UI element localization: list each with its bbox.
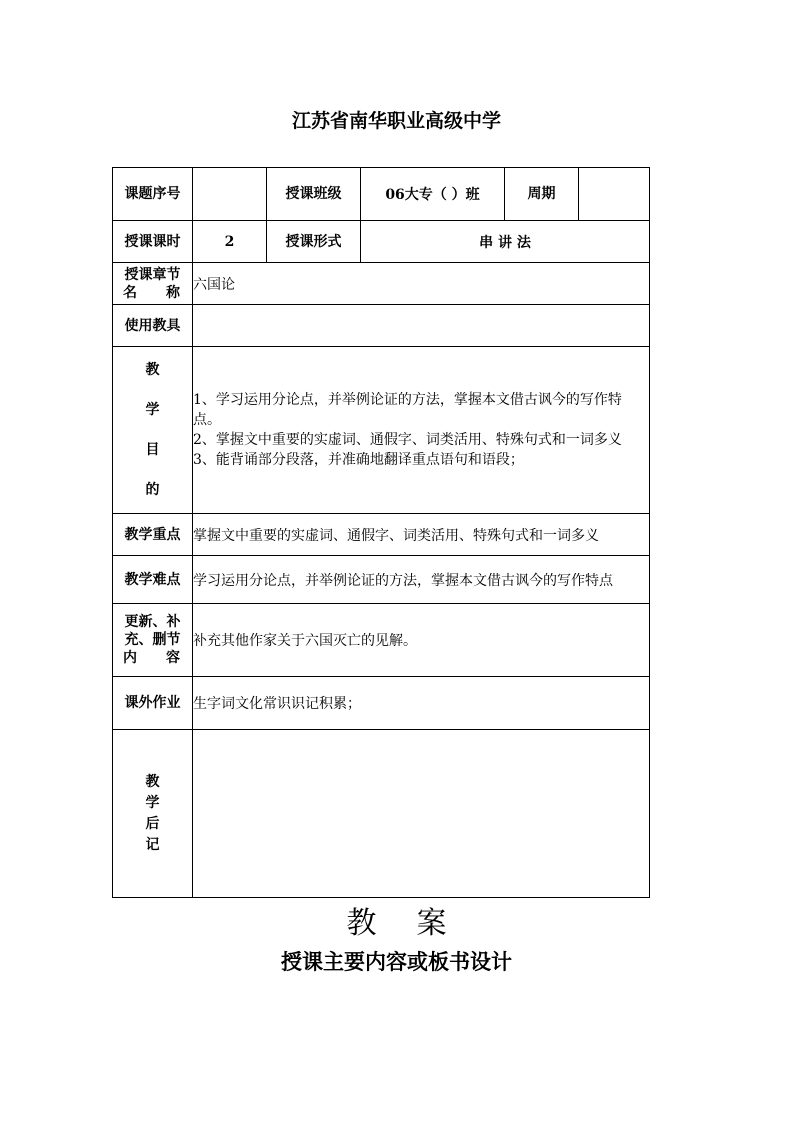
lesson-plan-table	[112, 167, 650, 898]
aim-item: 1、学习运用分论点，并举例论证的方法，掌握本文借古讽今的写作特点。	[193, 392, 622, 428]
week-cell	[579, 168, 650, 221]
topic-no-cell	[193, 168, 267, 221]
label-form: 授课形式	[267, 221, 361, 263]
tools-value	[193, 305, 650, 347]
label-reflection-char: 后	[145, 815, 160, 832]
hours-value: 2	[193, 221, 267, 263]
label-supplement-line3	[113, 649, 192, 667]
label-supplement-line1: 更新、补	[124, 614, 181, 630]
aims-value	[193, 347, 650, 514]
label-aims-char: 目	[145, 442, 160, 458]
label-supplement-line3-b: 容	[166, 650, 180, 666]
homework-value: 生字词文化常识识记积累；	[193, 677, 650, 730]
form-value: 串 讲 法	[361, 221, 650, 263]
label-chapter-line2	[113, 284, 192, 302]
label-aims	[113, 347, 193, 514]
label-topic-no: 课题序号	[113, 168, 193, 221]
label-reflection-char: 教	[145, 773, 160, 790]
aim-item: 3、能背诵部分段落，并准确地翻译重点语句和语段；	[193, 452, 524, 468]
difficulties-value: 学习运用分论点，并举例论证的方法，掌握本文借古讽今的写作特点	[193, 556, 650, 604]
row-hours	[113, 221, 650, 263]
label-supplement	[113, 604, 193, 677]
row-supplement	[113, 604, 650, 677]
label-aims-char: 教	[145, 362, 160, 378]
doc-title: 教案	[346, 906, 487, 941]
label-tools: 使用教具	[113, 305, 193, 347]
school-name: 江苏省南华职业高级中学	[291, 110, 501, 132]
row-key-points	[113, 514, 650, 556]
label-supplement-line3-a: 内	[123, 650, 137, 666]
label-reflection-char: 学	[145, 794, 160, 811]
row-tools	[113, 305, 650, 347]
label-aims-char: 学	[145, 402, 160, 418]
label-hours: 授课课时	[113, 221, 193, 263]
row-aims	[113, 347, 650, 514]
doc-subtitle: 授课主要内容或板书设计	[281, 949, 512, 974]
chapter-value: 六国论	[193, 263, 650, 305]
row-reflection	[113, 730, 650, 898]
row-topic	[113, 168, 650, 221]
key-points-value: 掌握文中重要的实虚词、通假字、词类活用、特殊句式和一词多义	[193, 514, 650, 556]
label-difficulties: 教学难点	[113, 556, 193, 604]
label-reflection	[113, 730, 193, 898]
row-difficulties	[113, 556, 650, 604]
label-class: 授课班级	[267, 168, 361, 221]
label-chapter-line2-b: 称	[166, 284, 180, 301]
label-supplement-line2: 充、删节	[124, 632, 181, 648]
reflection-value	[193, 730, 650, 898]
label-reflection-char: 记	[145, 836, 160, 853]
supplement-value: 补充其他作家关于六国灭亡的见解。	[193, 604, 650, 677]
label-key-points: 教学重点	[113, 514, 193, 556]
row-chapter	[113, 263, 650, 305]
label-chapter-line1: 授课章节	[124, 266, 181, 283]
aim-item: 2、掌握文中重要的实虚词、通假字、词类活用、特殊句式和一词多义	[193, 432, 622, 448]
label-chapter	[113, 263, 193, 305]
class-value: 06大专（ ）班	[361, 168, 505, 221]
label-aims-char: 的	[145, 482, 160, 498]
label-chapter-line2-a: 名	[123, 284, 137, 301]
label-homework: 课外作业	[113, 677, 193, 730]
row-homework	[113, 677, 650, 730]
label-week: 周期	[505, 168, 579, 221]
